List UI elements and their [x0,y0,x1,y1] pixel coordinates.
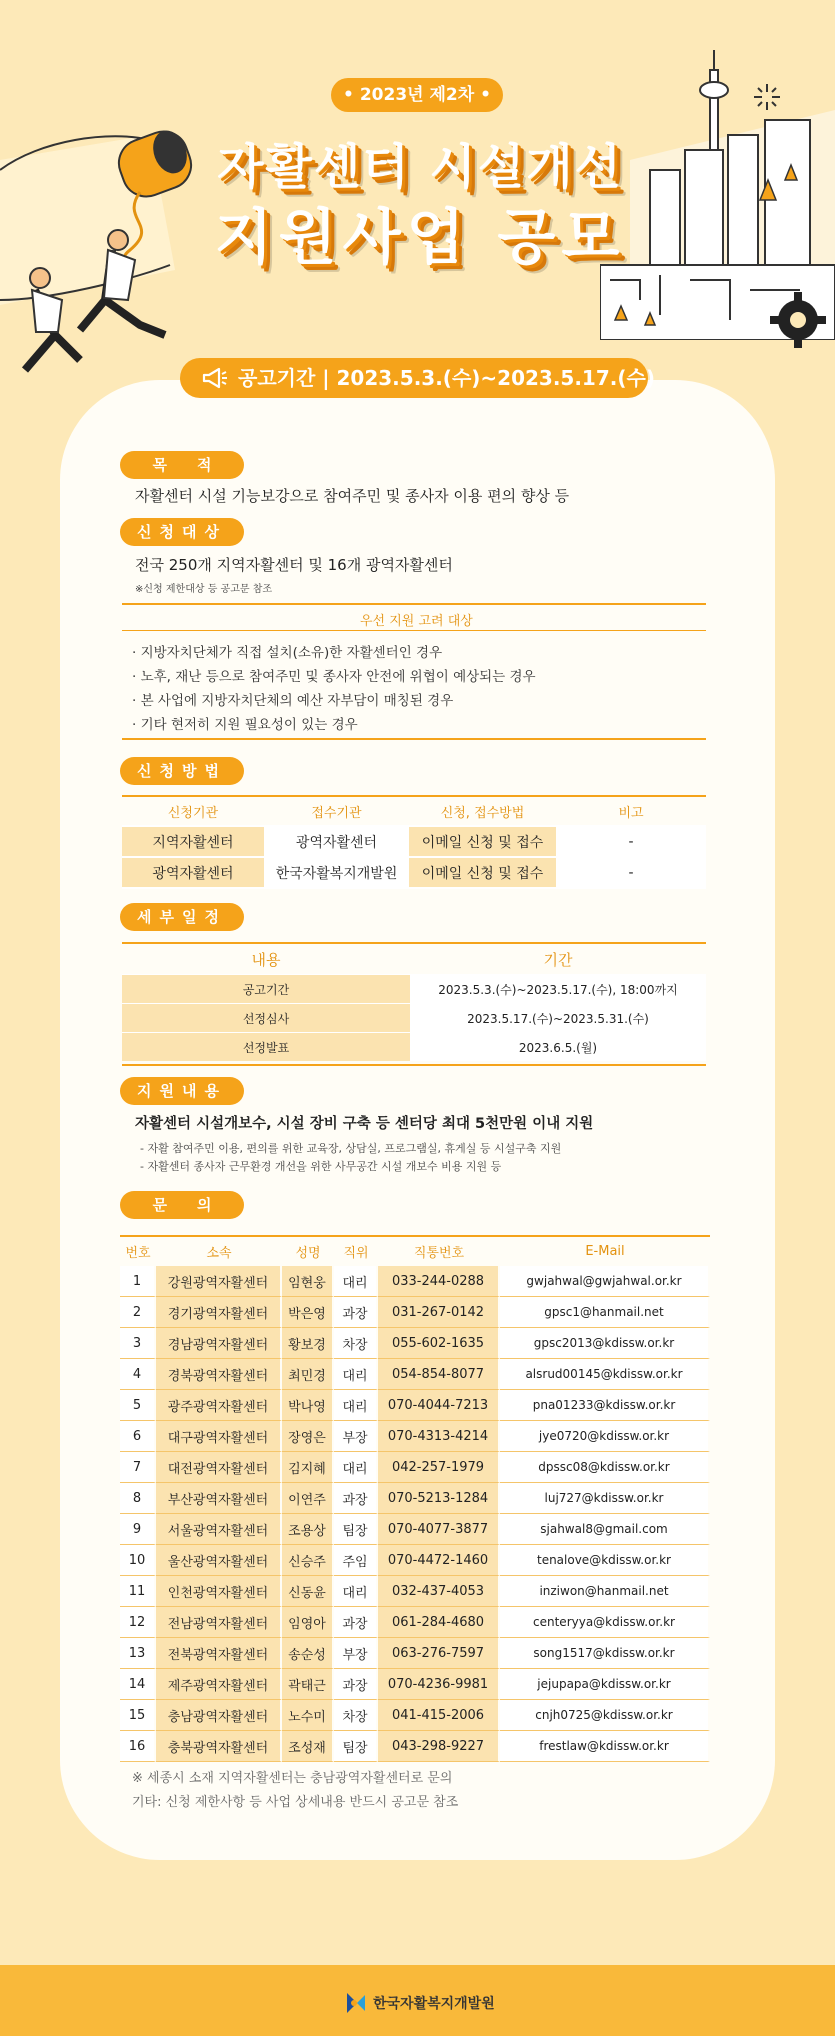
table-cell: 16 [120,1731,156,1762]
table-cell: frestlaw@kdissw.or.kr [500,1731,710,1762]
table-cell: 13 [120,1638,156,1669]
table-row [120,1297,710,1328]
contact-label: 문의 [120,1191,244,1219]
table-row [122,1003,706,1032]
table-cell: 충남광역자활센터 [156,1700,282,1731]
table-cell: 박나영 [282,1390,334,1421]
table-cell: 031-267-0142 [378,1297,500,1328]
table-cell: 2 [120,1297,156,1328]
sparkle-icon [752,82,782,112]
table-cell: 3 [120,1328,156,1359]
table-cell: gpsc1@hanmail.net [500,1297,710,1328]
table-cell: 한국자활복지개발원 [264,858,409,889]
table-row [120,1700,710,1731]
table-cell: 9 [120,1514,156,1545]
table-cell: 선정심사 [122,1003,410,1032]
table-cell: cnjh0725@kdissw.or.kr [500,1700,710,1731]
table-cell: 과장 [334,1297,378,1328]
table-cell: 대리 [334,1390,378,1421]
contact-table-header [120,1237,710,1266]
table-cell: 광주광역자활센터 [156,1390,282,1421]
target-text: 전국 250개 지역자활센터 및 16개 광역자활센터 [135,556,453,574]
priority-item: · 본 사업에 지방자치단체의 예산 자부담이 매칭된 경우 [132,693,454,709]
table-cell: 5 [120,1390,156,1421]
target-label: 신청대상 [120,518,244,546]
contact-note: ※ 세종시 소재 지역자활센터는 충남광역자활센터로 문의 [132,1771,453,1786]
table-cell: 11 [120,1576,156,1607]
table-cell: 과장 [334,1669,378,1700]
table-cell: dpssc08@kdissw.or.kr [500,1452,710,1483]
table-cell: 061-284-4680 [378,1607,500,1638]
table-cell: 054-854-8077 [378,1359,500,1390]
hero-title-line2: 지원사업 공모 [214,203,626,273]
table-cell: 전남광역자활센터 [156,1607,282,1638]
priority-top-divider [122,603,706,605]
schedule-table [122,944,706,1061]
table-cell: 경북광역자활센터 [156,1359,282,1390]
table-cell: 7 [120,1452,156,1483]
support-detail: - 자활 참여주민 이용, 편의를 위한 교육장, 상담실, 프로그램실, 휴게실 등 시설구축 지원 [140,1142,562,1155]
table-header: 직위 [343,1246,369,1261]
priority-mid-divider [122,630,706,631]
table-cell: 공고기간 [122,974,410,1003]
table-cell: 주임 [334,1545,378,1576]
table-cell: 서울광역자활센터 [156,1514,282,1545]
table-cell: inziwon@hanmail.net [500,1576,710,1607]
table-cell: 팀장 [334,1514,378,1545]
table-header: 비고 [556,797,706,827]
table-cell: 송순성 [282,1638,334,1669]
footer-brand [345,1991,495,2015]
table-cell: 경기광역자활센터 [156,1297,282,1328]
table-cell: 1 [120,1266,156,1297]
table-cell: 대리 [334,1576,378,1607]
table-cell: 070-5213-1284 [378,1483,500,1514]
table-cell: 070-4313-4214 [378,1421,500,1452]
footer [0,1965,835,2036]
table-cell: 6 [120,1421,156,1452]
table-cell: 이메일 신청 및 접수 [409,858,556,889]
table-cell: 김지혜 [282,1452,334,1483]
table-cell: 대리 [334,1452,378,1483]
table-cell: 임영아 [282,1607,334,1638]
table-cell: 대리 [334,1359,378,1390]
contact-table [120,1237,710,1762]
table-cell: 8 [120,1483,156,1514]
table-header: 신청기관 [122,797,264,827]
table-row [120,1638,710,1669]
kdissw-logo-icon [345,1991,367,2015]
hero-banner [0,0,835,400]
table-cell: 12 [120,1607,156,1638]
table-cell: 070-4044-7213 [378,1390,500,1421]
table-header: 내용 [251,950,281,969]
table-cell: 곽태근 [282,1669,334,1700]
hero-title-line1: 자활센터 시설개선 [217,139,623,195]
method-label: 신청방법 [120,757,244,785]
table-cell: 지역자활센터 [122,827,264,858]
table-header: 성명 [295,1246,321,1261]
support-label: 지원내용 [120,1077,244,1105]
table-cell: 장영은 [282,1421,334,1452]
table-cell: 부장 [334,1421,378,1452]
table-header: 번호 [125,1246,151,1261]
table-cell: 노수미 [282,1700,334,1731]
schedule-table-header [122,944,706,974]
table-cell: 055-602-1635 [378,1328,500,1359]
table-row [122,827,706,858]
table-cell: 2023.5.3.(수)~2023.5.17.(수), 18:00까지 [410,974,706,1003]
period-text: 공고기간 | 2023.5.3.(수)~2023.5.17.(수) [238,366,655,390]
table-cell: 033-244-0288 [378,1266,500,1297]
table-cell: 울산광역자활센터 [156,1545,282,1576]
table-cell: 041-415-2006 [378,1700,500,1731]
table-row [120,1483,710,1514]
table-row [120,1731,710,1762]
table-cell: 신동윤 [282,1576,334,1607]
footer-org-name: 한국자활복지개발원 [373,1996,495,2012]
table-cell: 광역자활센터 [264,827,409,858]
table-cell: - [556,858,706,889]
table-row [120,1359,710,1390]
table-header: 기간 [543,950,573,969]
gear-icon [768,290,828,350]
table-cell: 전북광역자활센터 [156,1638,282,1669]
table-row [120,1452,710,1483]
table-cell: pna01233@kdissw.or.kr [500,1390,710,1421]
table-row [120,1576,710,1607]
table-cell: 조용상 [282,1514,334,1545]
table-cell: 부산광역자활센터 [156,1483,282,1514]
table-cell: jye0720@kdissw.or.kr [500,1421,710,1452]
table-cell: 042-257-1979 [378,1452,500,1483]
table-cell: 대구광역자활센터 [156,1421,282,1452]
table-cell: alsrud00145@kdissw.or.kr [500,1359,710,1390]
method-table-header [122,797,706,827]
table-cell: 15 [120,1700,156,1731]
table-cell: gpsc2013@kdissw.or.kr [500,1328,710,1359]
table-cell: song1517@kdissw.or.kr [500,1638,710,1669]
table-cell: 차장 [334,1700,378,1731]
table-cell: tenalove@kdissw.or.kr [500,1545,710,1576]
table-cell: centeryya@kdissw.or.kr [500,1607,710,1638]
table-cell: 2023.6.5.(월) [410,1032,706,1061]
table-header: 직통번호 [413,1246,465,1261]
table-cell: 14 [120,1669,156,1700]
table-cell: 광역자활센터 [122,858,264,889]
priority-item: · 지방자치단체가 직접 설치(소유)한 자활센터인 경우 [132,645,443,661]
table-cell: 070-4236-9981 [378,1669,500,1700]
priority-title: 우선 지원 고려 대상 [360,614,473,629]
table-header: E-Mail [585,1244,625,1259]
purpose-text: 자활센터 시설 기능보강으로 참여주민 및 종사자 이용 편의 향상 등 [135,487,570,505]
table-cell: 박은영 [282,1297,334,1328]
table-cell: 대전광역자활센터 [156,1452,282,1483]
table-cell: 최민경 [282,1359,334,1390]
table-cell: 황보경 [282,1328,334,1359]
table-cell: jejupapa@kdissw.or.kr [500,1669,710,1700]
table-row [122,974,706,1003]
table-row [120,1328,710,1359]
table-cell: 과장 [334,1483,378,1514]
table-cell: 032-437-4053 [378,1576,500,1607]
table-header: 신청, 접수방법 [409,797,556,827]
table-cell: 043-298-9227 [378,1731,500,1762]
table-row [120,1390,710,1421]
table-row [120,1421,710,1452]
table-cell: 선정발표 [122,1032,410,1061]
table-row [120,1669,710,1700]
table-row [122,858,706,889]
table-cell: 대리 [334,1266,378,1297]
priority-item: · 기타 현저히 지원 필요성이 있는 경우 [132,717,358,733]
support-text: 자활센터 시설개보수, 시설 장비 구축 등 센터당 최대 5천만원 이내 지원 [135,1116,594,1132]
table-cell: 팀장 [334,1731,378,1762]
table-cell: 10 [120,1545,156,1576]
table-cell: 이연주 [282,1483,334,1514]
schedule-label: 세부일정 [120,903,244,931]
priority-item: · 노후, 재난 등으로 참여주민 및 종사자 안전에 위협이 예상되는 경우 [132,669,536,685]
table-cell: 인천광역자활센터 [156,1576,282,1607]
support-detail: - 자활센터 종사자 근무환경 개선을 위한 사무공간 시설 개보수 비용 지원 등 [140,1160,502,1173]
table-cell: 과장 [334,1607,378,1638]
table-row [122,1032,706,1061]
table-cell: 강원광역자활센터 [156,1266,282,1297]
table-cell: 차장 [334,1328,378,1359]
table-cell: 임현웅 [282,1266,334,1297]
etc-note: 기타: 신청 제한사항 등 사업 상세내용 반드시 공고문 참조 [132,1795,459,1810]
priority-bottom-divider [122,738,706,740]
megaphone-icon [202,367,228,389]
table-row [120,1266,710,1297]
method-table [122,797,706,889]
table-row [120,1514,710,1545]
announcement-period-bar [180,358,655,398]
table-cell: 이메일 신청 및 접수 [409,827,556,858]
table-cell: sjahwal8@gmail.com [500,1514,710,1545]
table-header: 소속 [206,1246,232,1261]
table-row [120,1545,710,1576]
table-cell: 경남광역자활센터 [156,1328,282,1359]
table-cell: 신승주 [282,1545,334,1576]
purpose-label: 목적 [120,451,244,479]
table-cell: 4 [120,1359,156,1390]
edition-badge: • 2023년 제2차 • [331,78,503,112]
table-cell: 2023.5.17.(수)~2023.5.31.(수) [410,1003,706,1032]
table-cell: 063-276-7597 [378,1638,500,1669]
table-cell: gwjahwal@gwjahwal.or.kr [500,1266,710,1297]
target-note: ※신청 제한대상 등 공고문 참조 [135,584,273,595]
table-cell: 070-4077-3877 [378,1514,500,1545]
table-header: 접수기관 [264,797,409,827]
table-row [120,1607,710,1638]
table-cell: 부장 [334,1638,378,1669]
table-cell: 제주광역자활센터 [156,1669,282,1700]
table-cell: 070-4472-1460 [378,1545,500,1576]
table-cell: 충북광역자활센터 [156,1731,282,1762]
table-cell: 조성재 [282,1731,334,1762]
table-cell: - [556,827,706,858]
table-cell: luj727@kdissw.or.kr [500,1483,710,1514]
